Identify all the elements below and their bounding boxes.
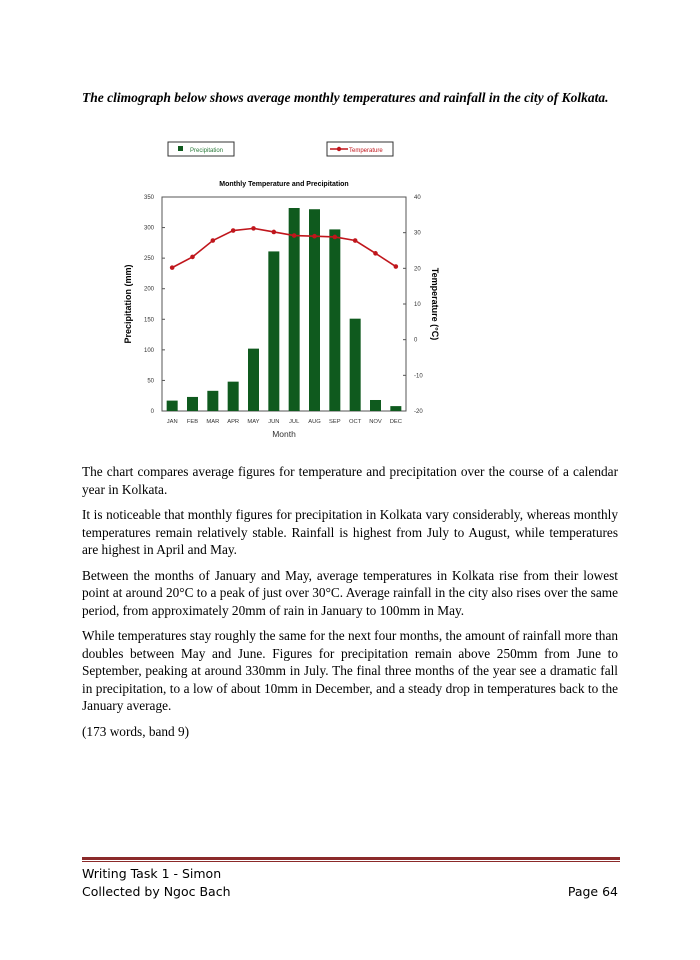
temperature-point bbox=[312, 234, 317, 239]
x-tick-label: MAR bbox=[206, 419, 220, 425]
x-tick-label: DEC bbox=[389, 419, 402, 425]
precipitation-bar bbox=[207, 391, 218, 411]
precipitation-bar bbox=[329, 229, 340, 411]
x-tick-label: FEB bbox=[186, 419, 199, 425]
body-text bbox=[82, 463, 618, 748]
x-tick-label: APR bbox=[227, 419, 240, 425]
y-tick-label: 100 bbox=[143, 347, 154, 354]
paragraph: Between the months of January and May, average temperatures in Kolkata rise from their lowest point at around 20°C to a peak of just over 30°C. Average rainfall in the city also rises over the same period, from approximately 20mm of rain in January to 100mm in May. bbox=[82, 567, 618, 618]
precipitation-bar bbox=[187, 397, 198, 411]
precipitation-bar bbox=[370, 400, 381, 411]
plot-frame bbox=[162, 197, 406, 411]
y2-axis-title: Temperature (°C) bbox=[430, 267, 440, 341]
precipitation-bar bbox=[390, 406, 401, 411]
y-tick-label: 150 bbox=[143, 317, 154, 324]
x-tick-label: NOV bbox=[369, 419, 382, 425]
temperature-point bbox=[272, 230, 277, 235]
y2-tick-label: -20 bbox=[414, 409, 423, 415]
paragraph: It is noticeable that monthly figures for precipitation in Kolkata vary considerably, whereas monthly temperatures remain relatively stable. Rainfall is highest from July to August, while temperatures are highest in April and May. bbox=[82, 507, 618, 557]
precipitation-bar bbox=[350, 319, 361, 411]
y-tick-label: 50 bbox=[147, 378, 154, 385]
footer-rule-thin bbox=[82, 861, 620, 862]
legend-precipitation-swatch bbox=[178, 146, 183, 151]
temperature-point bbox=[333, 235, 338, 240]
legend-temperature-label: Temperature bbox=[349, 148, 383, 154]
precipitation-bar bbox=[167, 401, 178, 411]
chart-title: Monthly Temperature and Precipitation bbox=[219, 181, 349, 188]
temperature-point bbox=[373, 251, 378, 256]
paragraph: While temperatures stay roughly the same for the next four months, the amount of rainfall more than doubles between May and June. Figures for precipitation remain above 250mm from June to September, peaking at around 330mm in July. The final three months of the year see a dramatic fall in precipitation, to a low of about 10mm in December, and a steady drop in temperatures back to the January average. bbox=[82, 628, 618, 713]
legend-temperature-marker bbox=[337, 147, 341, 151]
x-tick-label: MAY bbox=[247, 419, 260, 425]
y2-tick-label: 30 bbox=[414, 230, 421, 237]
x-tick-label: AUG bbox=[308, 419, 321, 425]
legend-precipitation-label: Precipitation bbox=[190, 148, 224, 154]
y2-tick-label: 40 bbox=[414, 195, 421, 201]
y-tick-label: 250 bbox=[143, 256, 154, 263]
temperature-point bbox=[231, 228, 236, 233]
temperature-point bbox=[251, 226, 256, 231]
x-tick-label: JUL bbox=[289, 419, 300, 425]
y-tick-label: 350 bbox=[143, 195, 154, 201]
y2-tick-label: 20 bbox=[414, 266, 421, 273]
temperature-point bbox=[292, 233, 297, 238]
x-tick-label: SEP bbox=[329, 419, 341, 425]
y-tick-label: 300 bbox=[143, 225, 154, 232]
temperature-line bbox=[172, 228, 396, 267]
y-tick-label: 200 bbox=[143, 286, 154, 293]
word-count: (173 words, band 9) bbox=[82, 723, 190, 739]
paragraph: The chart compares average figures for temperature and precipitation over the course of a calendar year in Kolkata. bbox=[82, 464, 618, 497]
x-tick-label: JAN bbox=[166, 419, 178, 425]
temperature-point bbox=[353, 238, 358, 243]
x-tick-label: JUN bbox=[268, 419, 280, 425]
page-number: Page 64 bbox=[567, 884, 618, 899]
intro-text: The climograph below shows average monthly temperatures and rainfall in the city of Kolkata. bbox=[82, 90, 609, 105]
y-axis-title: Precipitation (mm) bbox=[123, 264, 133, 344]
temperature-point bbox=[190, 255, 195, 260]
precipitation-bar bbox=[268, 251, 279, 411]
temperature-point bbox=[170, 265, 175, 270]
temperature-point bbox=[394, 264, 399, 269]
precipitation-bar bbox=[289, 208, 300, 411]
footer-title: Writing Task 1 - Simon bbox=[82, 866, 222, 881]
temperature-point bbox=[211, 238, 216, 243]
precipitation-bar bbox=[228, 382, 239, 411]
precipitation-bar bbox=[248, 349, 259, 411]
y-tick-label: 0 bbox=[150, 409, 154, 415]
precipitation-bar bbox=[309, 209, 320, 411]
y2-tick-label: 0 bbox=[414, 337, 418, 344]
climograph-chart bbox=[112, 135, 442, 455]
x-tick-label: OCT bbox=[349, 419, 362, 425]
footer-collector: Collected by Ngoc Bach bbox=[82, 884, 231, 899]
x-axis-title: Month bbox=[272, 429, 296, 439]
y2-tick-label: -10 bbox=[414, 373, 423, 380]
y2-tick-label: 10 bbox=[414, 302, 421, 308]
footer-rule bbox=[82, 857, 620, 860]
